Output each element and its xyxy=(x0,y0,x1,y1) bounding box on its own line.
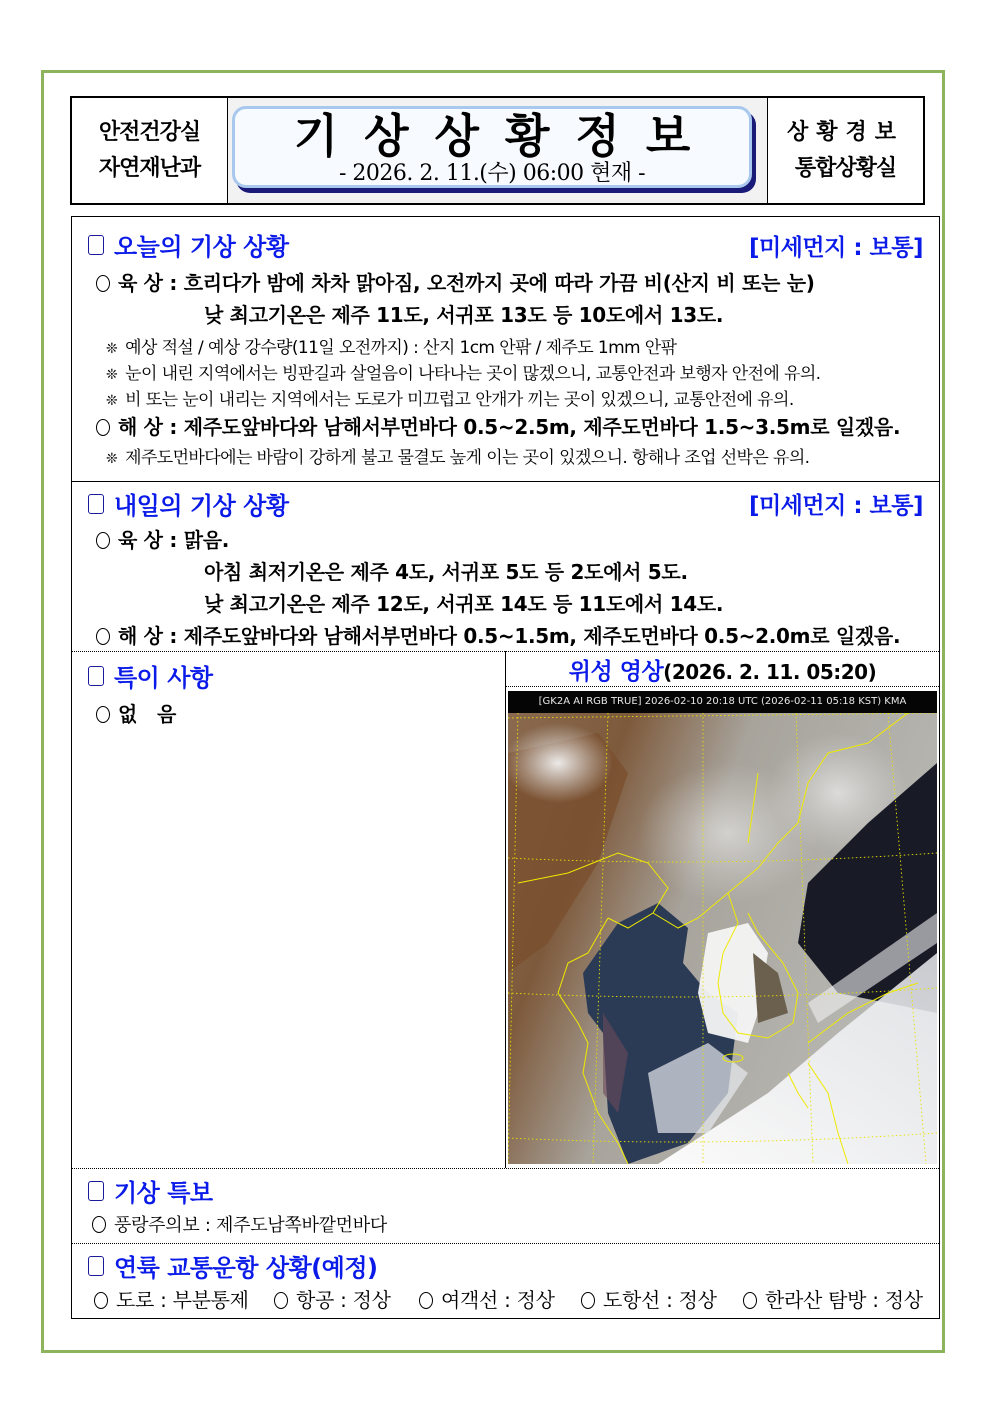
today-note-1 xyxy=(106,333,676,358)
special-title: 특이 사항 xyxy=(114,664,213,692)
title-box xyxy=(232,106,752,188)
satellite-title: 위성 영상 xyxy=(568,659,664,685)
transport-item-island-ferry xyxy=(581,1284,743,1313)
transport-section xyxy=(72,1243,939,1318)
transport-item-text: 도로 : 부분통제 xyxy=(116,1288,249,1312)
tomorrow-land xyxy=(96,524,229,553)
today-note-2 xyxy=(106,359,820,384)
circle-bullet-icon xyxy=(96,706,110,723)
checkbox-square-icon xyxy=(88,666,104,686)
today-heading xyxy=(88,227,289,262)
tomorrow-sea xyxy=(96,620,900,649)
warnings-item xyxy=(92,1211,387,1237)
today-sea-note xyxy=(106,443,809,468)
transport-title: 연륙 교통운항 상황(예정) xyxy=(114,1254,378,1282)
checkbox-square-icon xyxy=(88,494,104,514)
checkbox-square-icon xyxy=(88,1181,104,1201)
note-text: 비 또는 눈이 내리는 지역에서는 도로가 미끄럽고 안개가 끼는 곳이 있겠으니, 교통안전에 유의. xyxy=(125,390,794,410)
checkbox-square-icon xyxy=(88,235,104,255)
circle-bullet-icon xyxy=(94,1292,108,1309)
note-mark-icon: ❊ xyxy=(106,341,118,357)
today-land-line1: 흐리다가 밤에 차차 맑아짐, 오전까지 곳에 따라 가끔 비(산지 비 또는 눈) xyxy=(183,271,815,295)
today-land-label: 육 상 : xyxy=(118,271,178,295)
satellite-divider xyxy=(506,686,939,687)
warnings-heading xyxy=(88,1173,213,1208)
page-title: 기상상황정보 xyxy=(293,109,717,163)
note-mark-icon: ❊ xyxy=(106,367,118,383)
transport-item-hallasan xyxy=(743,1284,923,1313)
checkbox-square-icon xyxy=(88,1256,104,1276)
special-item xyxy=(96,698,176,727)
tomorrow-title: 내일의 기상 상황 xyxy=(114,492,289,520)
column-divider xyxy=(505,651,506,1168)
transport-status-list xyxy=(94,1284,923,1313)
satellite-timestamp: (2026. 2. 11. 05:20) xyxy=(663,660,877,684)
satellite-map xyxy=(508,713,937,1164)
tomorrow-land-line2: 아침 최저기온은 제주 4도, 서귀포 5도 등 2도에서 5도. xyxy=(204,560,688,584)
tomorrow-heading xyxy=(88,486,289,521)
circle-bullet-icon xyxy=(96,419,110,436)
warnings-item-text: 풍랑주의보 : 제주도남쪽바깥먼바다 xyxy=(114,1215,387,1236)
special-item-text: 없 음 xyxy=(118,702,177,726)
transport-item-text: 한라산 탐방 : 정상 xyxy=(765,1288,923,1312)
tomorrow-land-line3: 낮 최고기온은 제주 12도, 서귀포 14도 등 11도에서 14도. xyxy=(204,592,724,616)
circle-bullet-icon xyxy=(92,1216,106,1233)
report-body xyxy=(71,216,940,1319)
tomorrow-land-label: 육 상 : xyxy=(118,528,178,552)
transport-item-text: 여객선 : 정상 xyxy=(441,1288,555,1312)
department-line1: 안전건강실 xyxy=(98,119,201,145)
note-mark-icon: ❊ xyxy=(106,451,118,467)
warnings-section xyxy=(72,1168,939,1243)
transport-item-road xyxy=(94,1284,274,1313)
note-text: 눈이 내린 지역에서는 빙판길과 살얼음이 나타나는 곳이 많겠으니, 교통안전과 보행자 안전에 유의. xyxy=(125,364,821,384)
today-sea-label: 해 상 : xyxy=(118,415,178,439)
report-datetime: - 2026. 2. 11.(수) 06:00 현재 - xyxy=(338,161,646,186)
today-note-3 xyxy=(106,385,794,410)
satellite-caption: [GK2A AI RGB TRUE] 2026-02-10 20:18 UTC (2026-02-11 05:18 KST) KMA xyxy=(508,691,937,713)
note-text: 제주도먼바다에는 바람이 강하게 불고 물결도 높게 이는 곳이 있겠으니. 항해나 조업 선박은 유의. xyxy=(125,448,810,468)
warnings-title: 기상 특보 xyxy=(114,1179,213,1207)
note-mark-icon: ❊ xyxy=(106,393,118,409)
office-label xyxy=(767,98,923,203)
circle-bullet-icon xyxy=(96,532,110,549)
circle-bullet-icon xyxy=(581,1292,595,1309)
office-line1: 상황경보 xyxy=(786,119,904,145)
tomorrow-sea-label: 해 상 : xyxy=(118,624,178,648)
office-line2: 통합상황실 xyxy=(794,155,897,181)
transport-heading xyxy=(88,1248,378,1283)
special-heading xyxy=(88,658,213,693)
today-sea-text: 제주도앞바다와 남해서부먼바다 0.5~2.5m, 제주도먼바다 1.5~3.5m로 일겠음. xyxy=(183,415,901,439)
today-section xyxy=(72,217,939,481)
department-line2: 자연재난과 xyxy=(98,155,201,181)
transport-item-text: 항공 : 정상 xyxy=(296,1288,391,1312)
tomorrow-section xyxy=(72,481,939,651)
today-title: 오늘의 기상 상황 xyxy=(114,233,289,261)
tomorrow-land-line1: 맑음. xyxy=(183,528,230,552)
circle-bullet-icon xyxy=(419,1292,433,1309)
circle-bullet-icon xyxy=(96,275,110,292)
today-dust-level: [미세먼지 : 보통] xyxy=(748,235,923,261)
transport-item-air xyxy=(274,1284,419,1313)
circle-bullet-icon xyxy=(743,1292,757,1309)
note-text: 예상 적설 / 예상 강수량(11일 오전까지) : 산지 1cm 안팎 / 제주도 1mm 안팎 xyxy=(125,338,677,358)
title-cell xyxy=(228,98,767,203)
report-header xyxy=(70,96,925,205)
today-land-line2: 낮 최고기온은 제주 11도, 서귀포 13도 등 10도에서 13도. xyxy=(204,303,724,327)
satellite-heading xyxy=(506,653,939,686)
today-land xyxy=(96,267,815,296)
tomorrow-dust-level: [미세먼지 : 보통] xyxy=(748,493,923,519)
circle-bullet-icon xyxy=(274,1292,288,1309)
department-label xyxy=(72,98,228,203)
transport-item-text: 도항선 : 정상 xyxy=(603,1288,717,1312)
tomorrow-sea-text: 제주도앞바다와 남해서부먼바다 0.5~1.5m, 제주도먼바다 0.5~2.0m로 일겠음. xyxy=(183,624,901,648)
transport-item-ferry xyxy=(419,1284,581,1313)
circle-bullet-icon xyxy=(96,628,110,645)
today-sea xyxy=(96,411,900,440)
satellite-image xyxy=(508,691,937,1164)
